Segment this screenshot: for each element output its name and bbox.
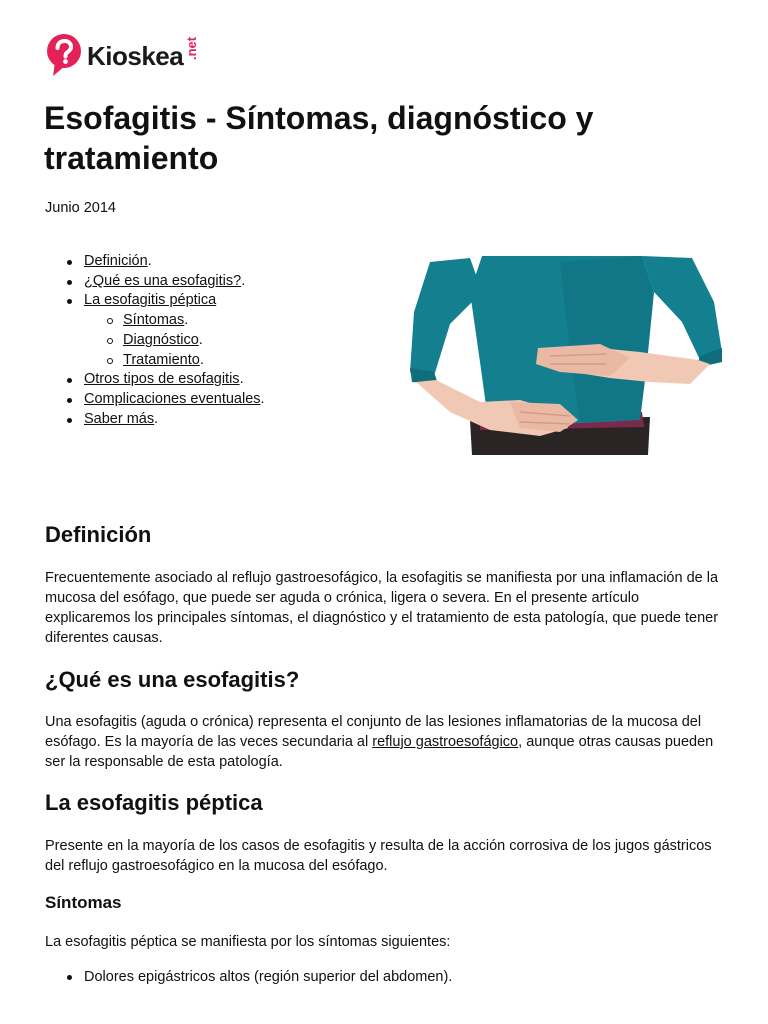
site-logo[interactable]: Kioskea .net	[45, 33, 183, 79]
toc-item	[84, 252, 265, 272]
heading-sintomas: Síntomas	[45, 893, 122, 912]
toc-item	[84, 272, 265, 292]
heading-definicion: Definición	[45, 522, 152, 547]
toc-item	[84, 410, 265, 430]
publish-date: Junio 2014	[45, 200, 116, 216]
link-reflujo-gastroesofagico[interactable]: reflujo gastroesofágico	[372, 734, 519, 750]
toc-punct: .	[184, 312, 189, 329]
paragraph-definicion: Frecuentemente asociado al reflujo gastroesofágico, la esofagitis se manifiesta por una inflamación de la mucosa del esófago, que puede ser aguda o crónica, ligera o severa. En el presente artículo explicaremos los principales síntomas, el diagnóstico y el tratamiento de esta patología, que puede tener diferentes causas.	[45, 570, 719, 646]
toc-punct: .	[260, 390, 265, 407]
toc-link-que-es[interactable]: ¿Qué es una esofagitis?	[84, 272, 242, 289]
sintomas-list	[45, 967, 452, 987]
toc-punct: .	[154, 410, 159, 427]
text-segment: , aunque otras causas pueden ser la responsable de esta patología.	[45, 734, 714, 770]
toc-subitem	[123, 331, 265, 351]
paragraph-peptica: Presente en la mayoría de los casos de esofagitis y resulta de la acción corrosiva de los jugos gástricos del reflujo gastroesofágico en la mucosa del esófago.	[45, 838, 712, 874]
toc-link-definicion[interactable]: Definición	[84, 253, 148, 269]
heading-peptica: La esofagitis péptica	[45, 790, 263, 815]
table-of-contents	[45, 252, 265, 429]
toc-link-sintomas[interactable]: Síntomas	[123, 312, 185, 329]
toc-link-diagnostico[interactable]: Diagnóstico	[123, 331, 199, 348]
page-title: Esofagitis - Síntomas, diagnóstico y tratamiento	[44, 100, 594, 176]
toc-link-peptica[interactable]: La esofagitis péptica	[84, 292, 217, 309]
toc-punct: .	[198, 331, 203, 348]
toc-link-complicaciones[interactable]: Complicaciones eventuales	[84, 390, 261, 407]
toc-subitem	[123, 311, 265, 331]
toc-subitem	[123, 351, 265, 371]
toc-sublist	[84, 311, 265, 370]
toc-link-saber-mas[interactable]: Saber más	[84, 410, 155, 427]
toc-item	[84, 370, 265, 390]
logo-wordmark: Kioskea	[87, 40, 184, 71]
toc-punct: .	[239, 371, 244, 388]
toc-punct: .	[199, 351, 204, 368]
heading-que-es: ¿Qué es una esofagitis?	[45, 667, 300, 692]
paragraph-que-es	[45, 712, 725, 772]
toc-punct: .	[241, 272, 246, 289]
paragraph-sintomas-intro: La esofagitis péptica se manifiesta por los síntomas siguientes:	[45, 934, 451, 950]
toc-item	[84, 291, 265, 370]
toc-link-otros-tipos[interactable]: Otros tipos de esofagitis	[84, 371, 240, 388]
toc-link-tratamiento[interactable]: Tratamiento	[123, 351, 200, 368]
toc-item	[84, 390, 265, 410]
text-segment: Una esofagitis (aguda o crónica) representa el conjunto de las lesiones inflamatorias de la mucosa del esófago. Es la mayoría de las veces secundaria al	[45, 714, 702, 750]
list-item: Dolores epigástricos altos (región superior del abdomen).	[84, 969, 453, 985]
hero-image-woman-stomach	[410, 252, 725, 455]
toc-punct: .	[147, 253, 152, 269]
kioskea-logo-icon	[45, 34, 83, 78]
